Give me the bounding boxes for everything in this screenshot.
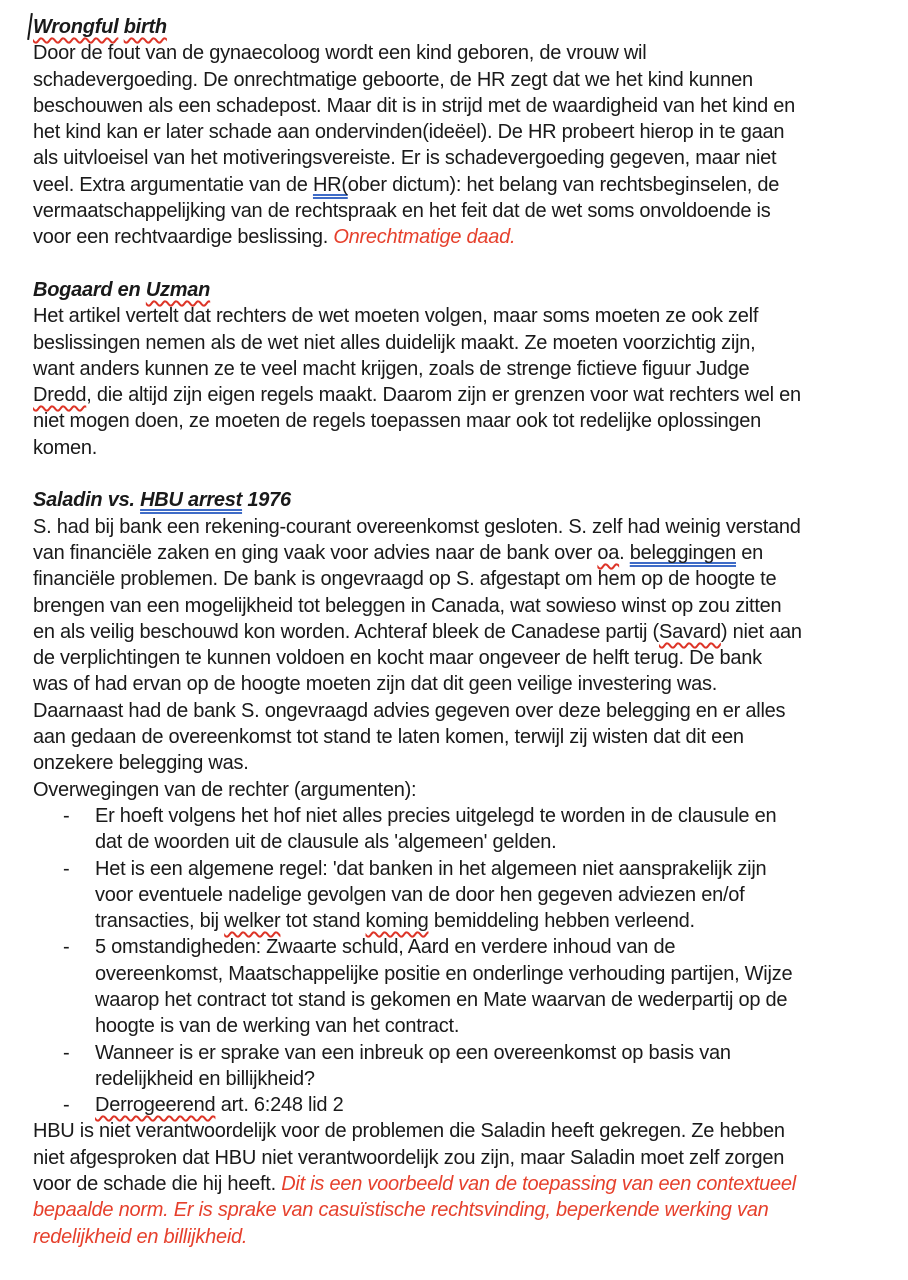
- red-annotation-text: redelijkheid en billijkheid.: [33, 1225, 248, 1248]
- text-run: HBU is niet verantwoordelijk voor de problemen die Saladin heeft gekregen. Ze hebben: [33, 1120, 785, 1143]
- text-run: voor de schade die hij heeft.: [33, 1173, 282, 1196]
- red-annotation-text: Onrechtmatige daad.: [333, 226, 516, 249]
- text-run: komen.: [33, 436, 98, 459]
- list-item-line: [33, 1092, 908, 1118]
- text-line: [33, 540, 908, 566]
- text-run: transacties, bij: [95, 910, 225, 933]
- text-line: [33, 777, 908, 803]
- red-annotation-text: Dit is een voorbeeld van de toepassing van een contextueel: [281, 1173, 796, 1196]
- section-heading: [33, 14, 908, 40]
- bullet-dash: -: [63, 936, 70, 959]
- grammar-flagged-text: HBU arrest: [140, 489, 243, 512]
- list-item-line: [33, 987, 908, 1013]
- grammar-flagged-text: beleggingen: [629, 541, 736, 564]
- section-heading: [33, 277, 908, 303]
- list-item-line: [33, 1066, 908, 1092]
- misspelled-word: welker: [224, 910, 281, 933]
- misspelled-word: Derrogeerend: [95, 1094, 216, 1117]
- text-run: beslissingen nemen als de wet niet alles duidelijk maakt. Ze moeten voorzichtig zijn,: [33, 331, 756, 354]
- text-run: redelijkheid en billijkheid?: [95, 1067, 315, 1090]
- list-item-line: [33, 856, 908, 882]
- text-line: [33, 330, 908, 356]
- text-line: [33, 408, 908, 434]
- text-line: [33, 1118, 908, 1144]
- text-run: financiële problemen. De bank is ongevraagd op S. afgestapt om hem op de hoogte te: [33, 568, 777, 591]
- text-run: 1976: [242, 489, 291, 512]
- text-run: want anders kunnen ze te veel macht krijgen, zoals de strenge fictieve figuur Judge: [33, 357, 750, 380]
- text-run: art. 6:248 lid 2: [215, 1094, 344, 1117]
- list-item-line: [33, 882, 908, 908]
- text-run: niet afgesproken dat HBU niet verantwoordelijk zou zijn, maar Saladin moet zelf zorgen: [33, 1146, 785, 1169]
- misspelled-word: Wrongful: [33, 16, 119, 38]
- text-line: [33, 1171, 908, 1197]
- text-line: [33, 67, 908, 93]
- text-run: onzekere belegging was.: [33, 752, 249, 775]
- text-run: Bogaard en: [33, 278, 146, 301]
- text-run: niet mogen doen, ze moeten de regels toepassen maar ook tot redelijke oplossingen: [33, 410, 762, 433]
- text-run: voor een rechtvaardige beslissing.: [33, 226, 334, 249]
- text-line: [33, 172, 908, 198]
- text-run: Wanneer is er sprake van een inbreuk op een overeenkomst op basis van: [95, 1041, 731, 1064]
- text-run: overeenkomst, Maatschappelijke positie en onderlinge verhouding partijen, Wijze: [95, 962, 793, 985]
- misspelled-word: oa: [597, 541, 620, 564]
- bullet-dash: -: [63, 857, 70, 880]
- text-run: ober dictum): het belang van rechtsbeginselen, de: [347, 173, 780, 196]
- text-run: hoogte is van de werking van het contract.: [95, 1015, 460, 1038]
- red-annotation-text: bepaalde norm. Er is sprake van casuïstische rechtsvinding, beperkende werking van: [33, 1199, 769, 1222]
- text-line: [33, 119, 908, 145]
- text-run: Het artikel vertelt dat rechters de wet moeten volgen, maar soms moeten ze ook zelf: [33, 305, 759, 328]
- bullet-dash: -: [63, 1041, 70, 1064]
- text-run: 5 omstandigheden: Zwaarte schuld, Aard en verdere inhoud van de: [95, 936, 676, 959]
- text-run: Overwegingen van de rechter (argumenten):: [33, 778, 417, 801]
- bullet-dash: -: [63, 804, 70, 827]
- text-run: schadevergoeding. De onrechtmatige geboorte, de HR zegt dat we het kind kunnen: [33, 68, 753, 91]
- text-line: [33, 671, 908, 697]
- text-line: [33, 645, 908, 671]
- text-run: ) niet aan: [720, 620, 802, 643]
- empty-line: [33, 461, 908, 487]
- empty-line: [33, 251, 908, 277]
- text-run: en als veilig beschouwd kon worden. Achteraf bleek de Canadese partij (: [33, 620, 659, 643]
- text-line: [33, 566, 908, 592]
- text-run: veel. Extra argumentatie van de: [33, 173, 313, 196]
- list-item-line: [33, 829, 908, 855]
- text-run: en: [736, 541, 764, 564]
- text-run: , die altijd zijn eigen regels maakt. Daarom zijn er grenzen voor wat rechters wel en: [86, 384, 801, 407]
- text-run: de verplichtingen te kunnen voldoen en kocht maar ongeveer de helft terug. De bank: [33, 647, 762, 670]
- text-line: [33, 93, 908, 119]
- text-run: Het is een algemene regel: 'dat banken in het algemeen niet aansprakelijk zijn: [95, 857, 767, 880]
- text-line: [33, 750, 908, 776]
- text-run: Door de fout van de gynaecoloog wordt een kind geboren, de vrouw wil: [33, 42, 647, 65]
- text-line: [33, 40, 908, 66]
- text-run: waarop het contract tot stand is gekomen en Mate waarvan de wederpartij op de: [95, 988, 788, 1011]
- misspelled-word: Dredd: [33, 384, 87, 407]
- text-run: Daarnaast had de bank S. ongevraagd advies gegeven over deze belegging en er alles: [33, 699, 786, 722]
- text-line: [33, 356, 908, 382]
- text-line: [33, 593, 908, 619]
- misspelled-word: Savard: [658, 620, 721, 643]
- grammar-flagged-text: HR(: [312, 173, 348, 196]
- list-item-line: [33, 908, 908, 934]
- misspelled-word: Uzman: [145, 278, 211, 301]
- list-item-line: [33, 961, 908, 987]
- misspelled-word: birth: [123, 16, 167, 38]
- list-item-line: [33, 803, 908, 829]
- text-run: vermaatschappelijking van de rechtspraak en het feit dat de wet soms onvoldoende is: [33, 200, 771, 223]
- bullet-dash: -: [63, 1094, 70, 1117]
- text-line: [33, 1145, 908, 1171]
- text-run: was of had ervan op de hoogte moeten zijn dat dit geen veilige investering was.: [33, 673, 718, 696]
- text-run: .: [619, 541, 630, 564]
- text-run: brengen van een mogelijkheid tot beleggen in Canada, wat sowieso winst op zou zitten: [33, 594, 782, 617]
- text-line: [33, 435, 908, 461]
- text-line: [33, 382, 908, 408]
- text-run: van financiële zaken en ging vaak voor advies naar de bank over: [33, 541, 598, 564]
- list-item-line: [33, 934, 908, 960]
- text-line: [33, 619, 908, 645]
- text-line: [33, 1224, 908, 1250]
- text-run: als uitvloeisel van het motiveringsvereiste. Er is schadevergoeding gegeven, maar niet: [33, 147, 777, 170]
- text-line: [33, 724, 908, 750]
- text-run: bemiddeling hebben verleend.: [428, 910, 695, 933]
- text-line: [33, 198, 908, 224]
- text-run: voor eventuele nadelige gevolgen van de door hen gegeven adviezen en/of: [95, 883, 745, 906]
- text-run: beschouwen als een schadepost. Maar dit is in strijd met de waardigheid van het kind en: [33, 94, 796, 117]
- text-line: [33, 514, 908, 540]
- text-run: dat de woorden uit de clausule als 'algemeen' gelden.: [95, 831, 557, 854]
- text-line: [33, 145, 908, 171]
- text-line: [33, 303, 908, 329]
- text-run: het kind kan er later schade aan ondervinden(ideëel). De HR probeert hierop in te gaan: [33, 121, 785, 144]
- list-item-line: [33, 1013, 908, 1039]
- text-run: aan gedaan de overeenkomst tot stand te laten komen, terwijl zij wisten dat dit een: [33, 726, 744, 749]
- misspelled-word: koming: [365, 910, 429, 933]
- text-run: Saladin vs.: [33, 489, 141, 512]
- text-run: Er hoeft volgens het hof niet alles precies uitgelegd te worden in de clausule en: [95, 804, 777, 827]
- text-cursor-caret: [27, 13, 33, 40]
- list-item-line: [33, 1040, 908, 1066]
- text-run: tot stand: [280, 910, 366, 933]
- text-line: [33, 1197, 908, 1223]
- text-line: [33, 224, 908, 250]
- text-line: [33, 698, 908, 724]
- section-heading: [33, 487, 908, 513]
- text-run: S. had bij bank een rekening-courant overeenkomst gesloten. S. zelf had weinig verstand: [33, 515, 801, 538]
